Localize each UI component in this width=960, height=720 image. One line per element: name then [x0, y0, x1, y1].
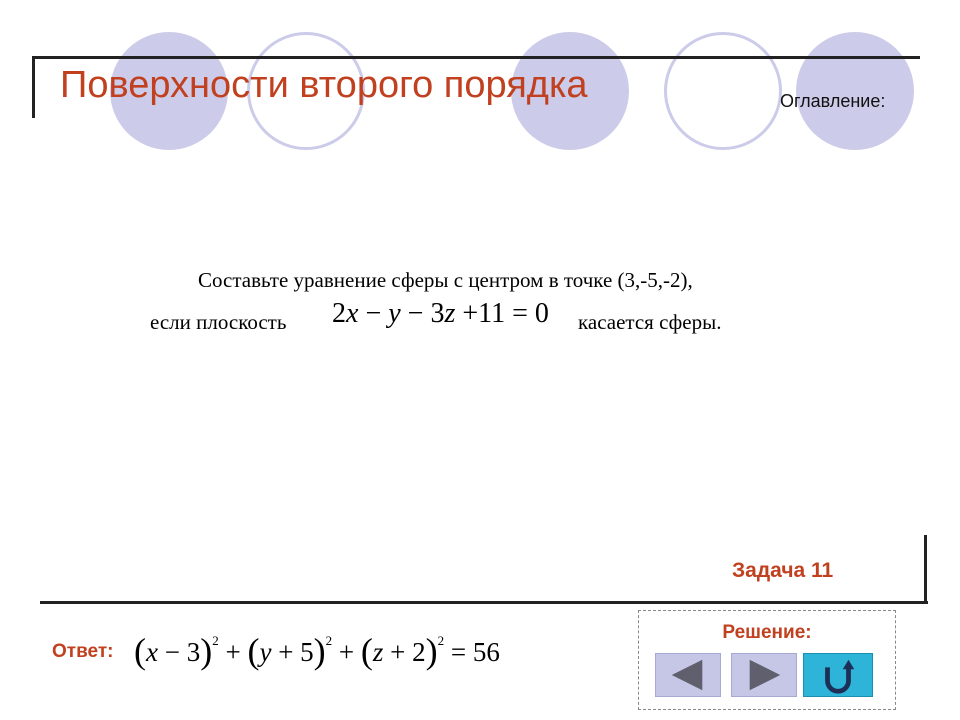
- top-divider: [34, 56, 920, 59]
- page-title: Поверхности второго порядка: [60, 64, 588, 106]
- answer-exponent-3: 2: [437, 633, 445, 648]
- answer-plus-2: +: [332, 637, 361, 667]
- plane-rest: +11 = 0: [455, 298, 549, 329]
- answer-var-y: y: [259, 637, 272, 667]
- answer-var-x: x: [146, 637, 158, 667]
- toc-link[interactable]: Оглавление:: [780, 91, 886, 111]
- answer-exponent-2: 2: [325, 633, 333, 648]
- answer-equals: = 56: [444, 637, 500, 667]
- problem-line-1: Составьте уравнение сферы с центром в точке (3,-5,-2),: [198, 268, 693, 292]
- plane-var-z: z: [444, 298, 456, 329]
- answer-plus-1: +: [218, 637, 248, 667]
- u-turn-icon: [804, 654, 872, 696]
- answer-exponent-1: 2: [212, 633, 219, 648]
- paren-close-3: ): [425, 631, 438, 671]
- problem-line-2-suffix: касается сферы.: [578, 310, 722, 334]
- triangle-left-icon: [656, 654, 720, 696]
- return-button[interactable]: [803, 653, 873, 697]
- answer-label: Ответ:: [52, 641, 114, 662]
- answer-var-z: z: [372, 637, 384, 667]
- top-left-tick: [32, 56, 35, 118]
- next-button[interactable]: [731, 653, 797, 697]
- previous-button[interactable]: [655, 653, 721, 697]
- decor-circle-4: [664, 32, 782, 150]
- paren-close-1: ): [200, 631, 213, 671]
- solution-label[interactable]: Решение:: [722, 622, 812, 643]
- bottom-divider: [40, 601, 928, 604]
- paren-open-2: (: [247, 631, 260, 671]
- paren-open-3: (: [360, 631, 373, 671]
- problem-line-2-prefix: если плоскость: [150, 310, 287, 334]
- paren-close-2: ): [313, 631, 326, 671]
- answer-term-3-rest: + 2: [383, 637, 426, 667]
- answer-term-2-rest: + 5: [271, 637, 314, 667]
- paren-open-1: (: [134, 631, 146, 671]
- plane-op-1: −: [358, 298, 389, 329]
- plane-op-2: − 3: [400, 298, 445, 329]
- task-label: Задача 11: [732, 559, 834, 582]
- bottom-right-tick: [924, 535, 927, 604]
- triangle-right-icon: [732, 654, 796, 696]
- plane-var-y: y: [388, 298, 401, 329]
- plane-var-x: x: [346, 298, 359, 329]
- plane-equation: [332, 298, 549, 330]
- answer-term-1-rest: − 3: [157, 637, 201, 667]
- answer-formula: [134, 630, 500, 672]
- navigation-panel: [638, 610, 896, 710]
- plane-coef-1: 2: [332, 298, 346, 329]
